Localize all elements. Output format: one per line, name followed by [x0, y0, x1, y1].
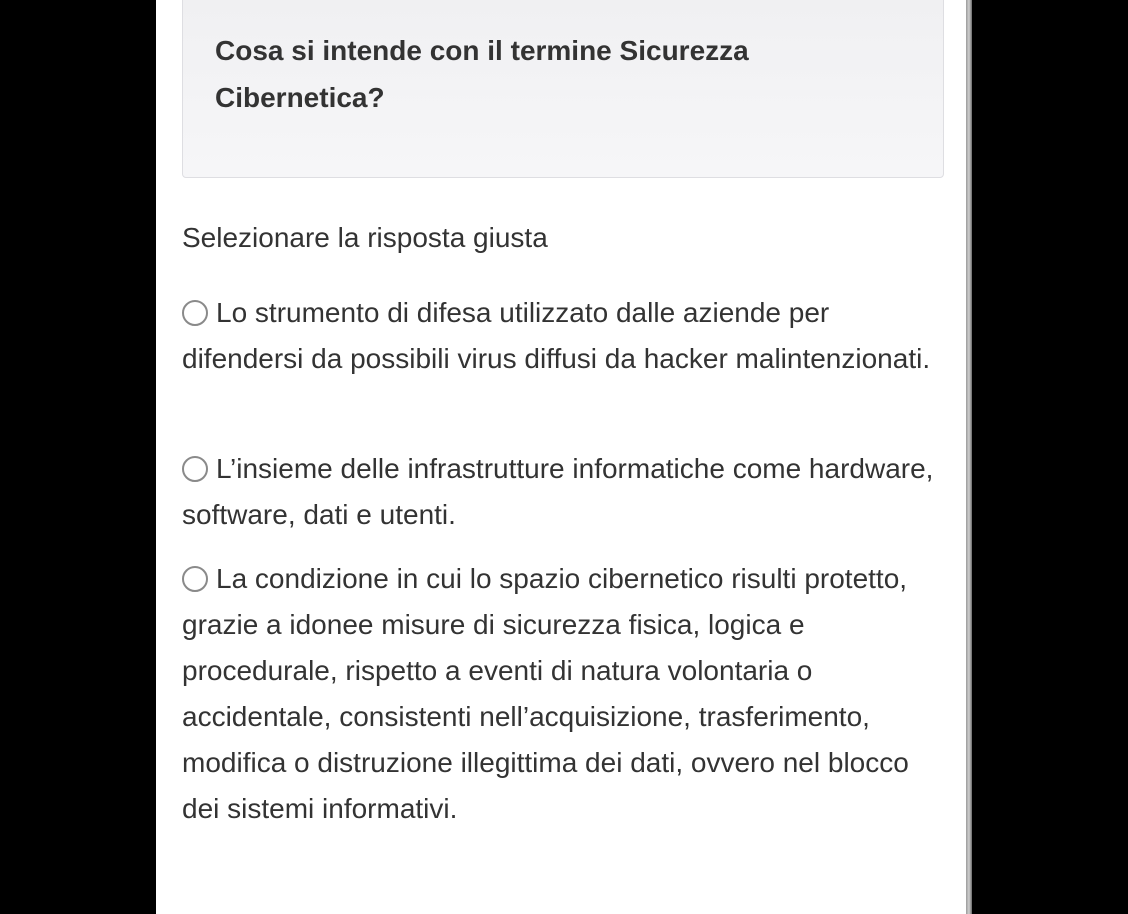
- radio-button-icon[interactable]: [182, 566, 208, 592]
- answer-option-label: L’insieme delle infrastrutture informatiche come hardware, software, dati e utenti.: [182, 453, 934, 530]
- answer-option-2[interactable]: [182, 446, 950, 538]
- answer-option-3[interactable]: [182, 556, 950, 832]
- question-box: [182, 0, 944, 178]
- question-text: Cosa si intende con il termine Sicurezza Cibernetica?: [215, 35, 749, 113]
- answer-option-label: La condizione in cui lo spazio cibernetico risulti protetto, grazie a idonee misure di sicurezza fisica, logica e procedurale, rispetto a eventi di natura volontaria o accidentale, consistenti nell’acquisizione, trasferimento, modifica o distruzione illegittima dei dati, ovvero nel blocco dei sistemi informativi.: [182, 563, 909, 824]
- answer-option-label: Lo strumento di difesa utilizzato dalle aziende per difendersi da possibili virus diffusi da hacker malintenzionati.: [182, 297, 931, 374]
- radio-button-icon[interactable]: [182, 456, 208, 482]
- answer-option-1[interactable]: [182, 290, 950, 382]
- answer-prompt: Selezionare la risposta giusta: [182, 222, 548, 253]
- quiz-panel: [156, 0, 966, 914]
- panel-edge: [966, 0, 972, 914]
- radio-button-icon[interactable]: [182, 300, 208, 326]
